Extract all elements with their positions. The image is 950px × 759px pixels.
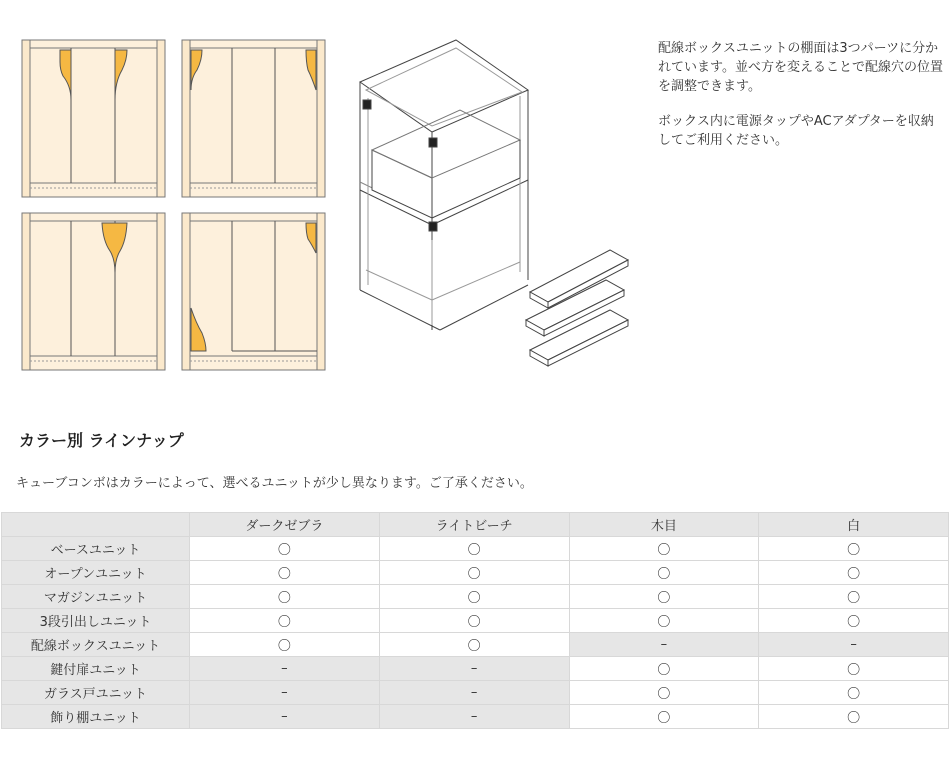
unit-name-cell: ベースユニット <box>2 537 190 561</box>
availability-cell: 〇 <box>190 609 380 633</box>
table-row <box>2 681 949 705</box>
section-title: カラー別 ラインナップ <box>19 431 184 450</box>
availability-cell: 〇 <box>759 705 949 729</box>
section-note: キューブコンボはカラーによって、選べるユニットが少し異なります。ご了承ください。 <box>16 476 533 491</box>
table-row <box>2 657 949 681</box>
availability-cell: 〇 <box>569 585 759 609</box>
availability-cell: 〇 <box>759 585 949 609</box>
availability-cell: 〇 <box>379 537 569 561</box>
availability-cell: – <box>569 633 759 657</box>
availability-cell: 〇 <box>379 609 569 633</box>
shelf-diagrams <box>0 0 650 380</box>
availability-cell: 〇 <box>759 609 949 633</box>
color-lineup-table <box>1 512 949 729</box>
availability-cell: 〇 <box>190 561 380 585</box>
availability-cell: 〇 <box>379 585 569 609</box>
shelf-layout-diagram-1 <box>22 40 165 197</box>
table-header-cell: ライトビーチ <box>379 513 569 537</box>
availability-cell: 〇 <box>190 537 380 561</box>
availability-cell: 〇 <box>569 609 759 633</box>
availability-cell: – <box>379 681 569 705</box>
table-row <box>2 633 949 657</box>
description-paragraph: ボックス内に電源タップやACアダプターを収納してご利用ください。 <box>658 114 934 148</box>
table-header-cell: 木目 <box>569 513 759 537</box>
availability-cell: 〇 <box>569 705 759 729</box>
unit-name-cell: オープンユニット <box>2 561 190 585</box>
illustrations <box>0 0 650 380</box>
table-header-cell: 白 <box>759 513 949 537</box>
availability-cell: 〇 <box>569 681 759 705</box>
unit-name-cell: 飾り棚ユニット <box>2 705 190 729</box>
availability-cell: – <box>379 657 569 681</box>
unit-name-cell: 配線ボックスユニット <box>2 633 190 657</box>
availability-cell: – <box>190 681 380 705</box>
availability-cell: 〇 <box>759 657 949 681</box>
table-row <box>2 537 949 561</box>
table-row <box>2 705 949 729</box>
shelf-pieces-illustration <box>526 250 628 366</box>
availability-cell: 〇 <box>379 633 569 657</box>
availability-cell: 〇 <box>759 561 949 585</box>
table-row <box>2 561 949 585</box>
availability-cell: 〇 <box>379 561 569 585</box>
table-header-cell: ダークゼブラ <box>190 513 380 537</box>
shelf-layout-diagram-3 <box>22 213 165 370</box>
availability-cell: 〇 <box>759 681 949 705</box>
availability-cell: 〇 <box>569 657 759 681</box>
table-body <box>2 537 949 729</box>
unit-name-cell: ガラス戸ユニット <box>2 681 190 705</box>
availability-cell: – <box>190 657 380 681</box>
table-row <box>2 585 949 609</box>
availability-cell: – <box>379 705 569 729</box>
table-header-cell <box>2 513 190 537</box>
description-paragraph: 配線ボックスユニットの棚面は3つパーツに分かれています。並べ方を変えることで配線穴の位置を調整できます。 <box>658 41 943 94</box>
availability-cell: – <box>759 633 949 657</box>
unit-name-cell: 3段引出しユニット <box>2 609 190 633</box>
shelf-layout-diagram-2 <box>182 40 325 197</box>
availability-cell: 〇 <box>759 537 949 561</box>
availability-cell: – <box>190 705 380 729</box>
availability-cell: 〇 <box>190 633 380 657</box>
table-row <box>2 609 949 633</box>
wiring-box-unit-illustration <box>360 40 528 330</box>
availability-cell: 〇 <box>569 537 759 561</box>
unit-name-cell: マガジンユニット <box>2 585 190 609</box>
availability-cell: 〇 <box>569 561 759 585</box>
unit-name-cell: 鍵付扉ユニット <box>2 657 190 681</box>
availability-cell: 〇 <box>190 585 380 609</box>
description-text <box>658 39 943 166</box>
shelf-layout-diagram-4 <box>182 213 325 370</box>
table-header-row <box>2 513 949 537</box>
